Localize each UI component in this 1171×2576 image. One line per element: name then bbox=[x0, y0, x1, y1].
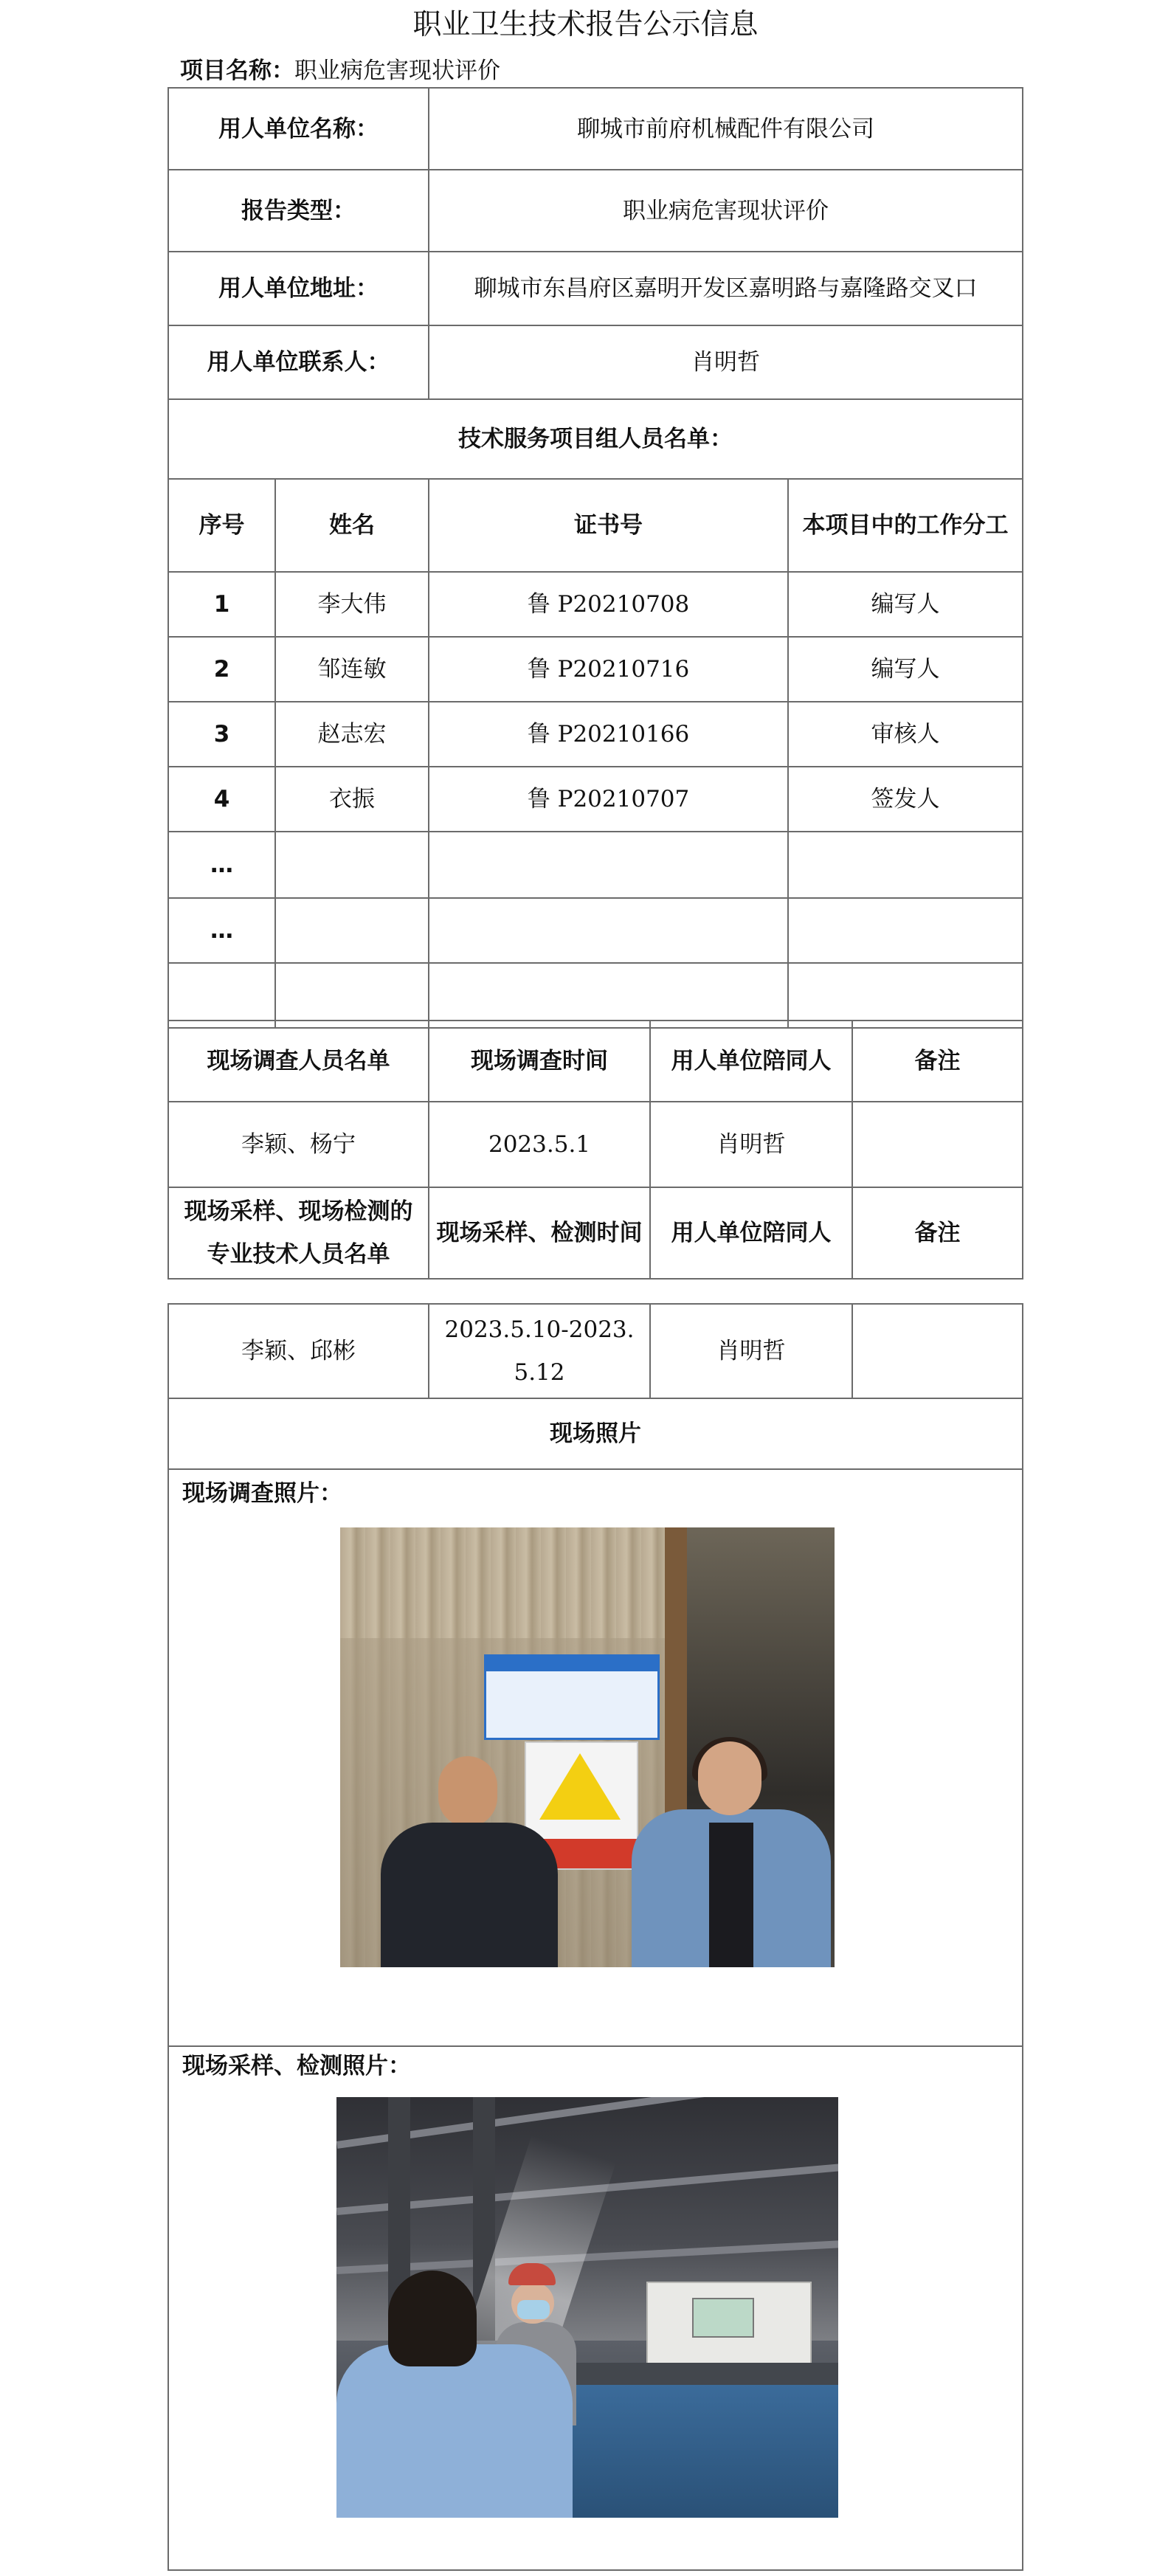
sampling-photo-row bbox=[168, 2046, 1023, 2570]
certificate-number: 鲁 P20210166 bbox=[429, 702, 788, 767]
survey-photo-row bbox=[168, 1469, 1023, 2046]
notice-board-header bbox=[486, 1657, 657, 1671]
member-name bbox=[275, 963, 429, 1028]
column-header: 备注 bbox=[852, 1021, 1023, 1102]
info-value: 聊城市前府机械配件有限公司 bbox=[429, 88, 1023, 170]
column-header: 备注 bbox=[852, 1187, 1023, 1279]
info-label: 报告类型： bbox=[168, 170, 429, 252]
person-body bbox=[381, 1823, 558, 1967]
project-name-value: 职业病危害现状评价 bbox=[294, 58, 500, 84]
person-woman bbox=[632, 1741, 831, 1967]
column-header: 证书号 bbox=[429, 479, 788, 572]
certificate-number: 鲁 P20210707 bbox=[429, 767, 788, 832]
member-role: 编写人 bbox=[788, 637, 1023, 702]
column-header: 本项目中的工作分工 bbox=[788, 479, 1023, 572]
project-name-line bbox=[180, 55, 500, 87]
table-row bbox=[168, 637, 1023, 702]
sampling-photo bbox=[336, 2097, 838, 2518]
survey-table bbox=[167, 1020, 1023, 1280]
column-header: 现场采样、现场检测的专业技术人员名单 bbox=[168, 1187, 429, 1279]
info-label: 用人单位名称： bbox=[168, 88, 429, 170]
info-row bbox=[168, 170, 1023, 252]
sampling-photo-cell bbox=[168, 2046, 1023, 2570]
info-label: 用人单位地址： bbox=[168, 252, 429, 325]
survey-photo-label: 现场调查照片： bbox=[182, 1480, 342, 1507]
team-heading-row bbox=[168, 399, 1023, 479]
photos-heading: 现场照片 bbox=[168, 1398, 1023, 1469]
sampling-escort: 肖明哲 bbox=[650, 1304, 852, 1398]
sampling-time: 2023.5.10-2023.5.12 bbox=[429, 1304, 650, 1398]
row-number: 4 bbox=[168, 767, 275, 832]
team-heading: 技术服务项目组人员名单： bbox=[168, 399, 1023, 479]
column-header: 序号 bbox=[168, 479, 275, 572]
row-number: 3 bbox=[168, 702, 275, 767]
member-name: 邹连敏 bbox=[275, 637, 429, 702]
page-title: 职业卫生技术报告公示信息 bbox=[412, 8, 759, 41]
table-row bbox=[168, 1102, 1023, 1187]
person-body bbox=[336, 2344, 573, 2518]
column-header: 现场调查时间 bbox=[429, 1021, 650, 1102]
survey-header-row bbox=[168, 1021, 1023, 1102]
row-number: 2 bbox=[168, 637, 275, 702]
survey-note bbox=[852, 1102, 1023, 1187]
certificate-number: 鲁 P20210708 bbox=[429, 572, 788, 637]
survey-people: 李颖、杨宁 bbox=[168, 1102, 429, 1187]
info-row bbox=[168, 252, 1023, 325]
column-header: 用人单位陪同人 bbox=[650, 1187, 852, 1279]
report-info-table bbox=[167, 87, 1023, 1029]
row-number: … bbox=[168, 832, 275, 898]
certificate-number bbox=[429, 832, 788, 898]
member-role: 签发人 bbox=[788, 767, 1023, 832]
member-name bbox=[275, 832, 429, 898]
member-name: 赵志宏 bbox=[275, 702, 429, 767]
survey-time: 2023.5.1 bbox=[429, 1102, 650, 1187]
member-role bbox=[788, 963, 1023, 1028]
table-row bbox=[168, 572, 1023, 637]
project-name-label: 项目名称： bbox=[180, 58, 294, 84]
survey-escort: 肖明哲 bbox=[650, 1102, 852, 1187]
member-role: 审核人 bbox=[788, 702, 1023, 767]
control-panel bbox=[692, 2298, 754, 2338]
lathe-base bbox=[565, 2385, 838, 2518]
photos-heading-row bbox=[168, 1398, 1023, 1469]
survey-photo bbox=[340, 1527, 835, 1967]
member-role bbox=[788, 898, 1023, 963]
sampling-note bbox=[852, 1304, 1023, 1398]
row-number: … bbox=[168, 898, 275, 963]
table-row bbox=[168, 832, 1023, 898]
team-header-row bbox=[168, 479, 1023, 572]
info-row bbox=[168, 325, 1023, 399]
info-row bbox=[168, 88, 1023, 170]
member-name: 李大伟 bbox=[275, 572, 429, 637]
table-row bbox=[168, 898, 1023, 963]
member-role bbox=[788, 832, 1023, 898]
member-name bbox=[275, 898, 429, 963]
person-inspector bbox=[336, 2271, 573, 2518]
row-number bbox=[168, 963, 275, 1028]
table-row bbox=[168, 963, 1023, 1028]
sampling-photo-label: 现场采样、检测照片： bbox=[182, 2053, 411, 2079]
person-head bbox=[698, 1741, 761, 1815]
person-shirt bbox=[709, 1823, 753, 1967]
certificate-number bbox=[429, 963, 788, 1028]
column-header: 姓名 bbox=[275, 479, 429, 572]
info-value: 聊城市东昌府区嘉明开发区嘉明路与嘉隆路交叉口 bbox=[429, 252, 1023, 325]
sampling-header-row bbox=[168, 1187, 1023, 1279]
info-value: 肖明哲 bbox=[429, 325, 1023, 399]
certificate-number: 鲁 P20210716 bbox=[429, 637, 788, 702]
row-number: 1 bbox=[168, 572, 275, 637]
column-header: 现场采样、检测时间 bbox=[429, 1187, 650, 1279]
column-header: 用人单位陪同人 bbox=[650, 1021, 852, 1102]
certificate-number bbox=[429, 898, 788, 963]
sampling-photos-table bbox=[167, 1303, 1023, 2571]
person-hair bbox=[388, 2271, 477, 2366]
table-row bbox=[168, 1304, 1023, 1398]
notice-board bbox=[484, 1654, 660, 1740]
column-header: 现场调查人员名单 bbox=[168, 1021, 429, 1102]
info-label: 用人单位联系人： bbox=[168, 325, 429, 399]
person-head bbox=[438, 1756, 497, 1827]
survey-photo-cell bbox=[168, 1469, 1023, 2046]
person-man bbox=[381, 1756, 558, 1967]
info-value: 职业病危害现状评价 bbox=[429, 170, 1023, 252]
table-row bbox=[168, 767, 1023, 832]
member-role: 编写人 bbox=[788, 572, 1023, 637]
sampling-people: 李颖、邱彬 bbox=[168, 1304, 429, 1398]
table-row bbox=[168, 702, 1023, 767]
member-name: 衣振 bbox=[275, 767, 429, 832]
